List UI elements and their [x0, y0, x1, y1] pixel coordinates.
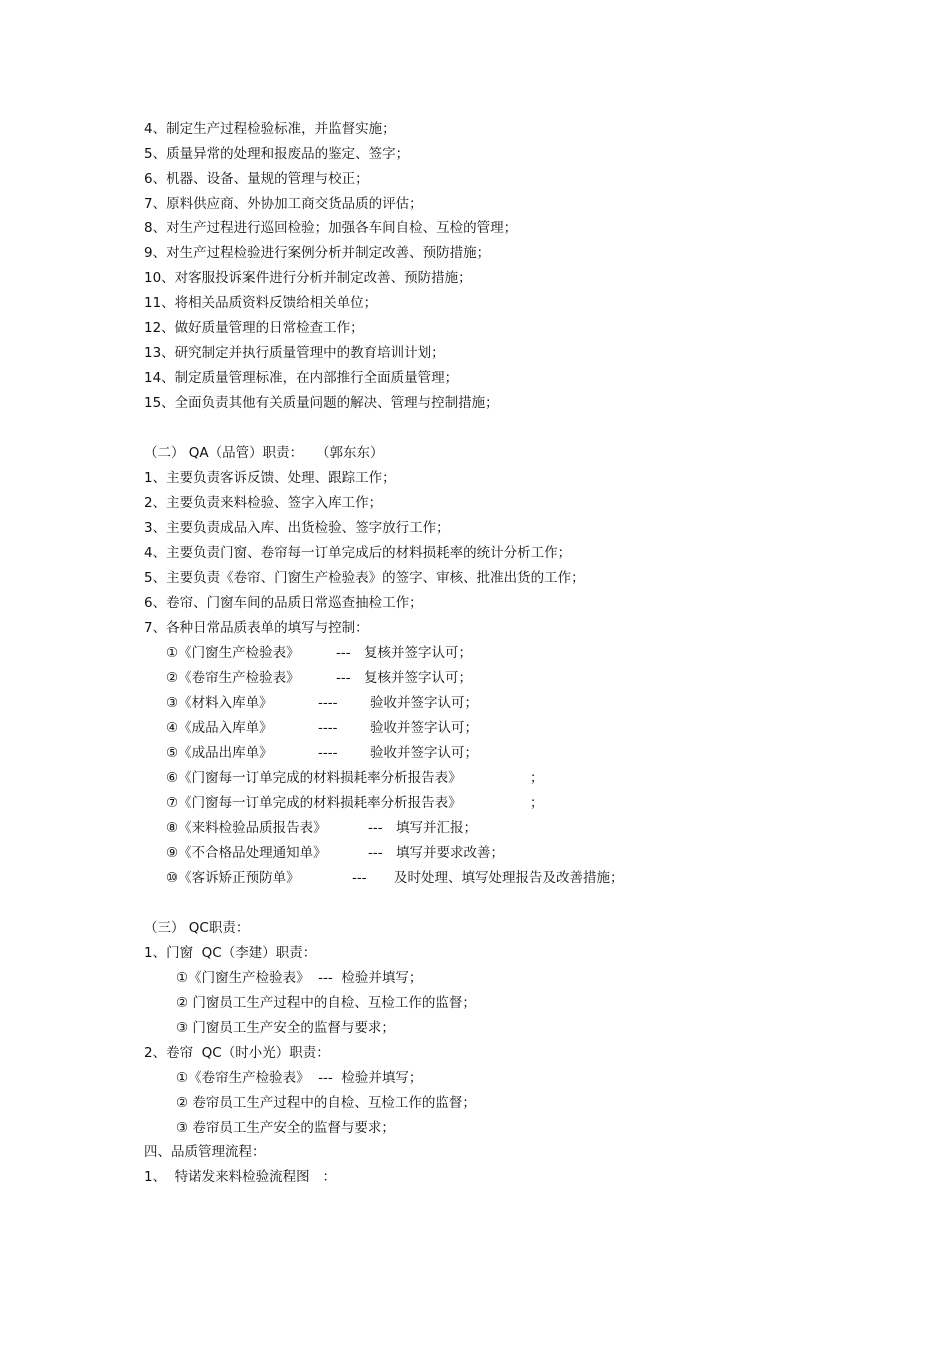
qa-form-row [166, 794, 544, 812]
form-name: ⑨《不合格品处理通知单》 [166, 845, 327, 861]
form-name: ⑦《门窗每一订单完成的材料损耗率分析报告表》 [166, 795, 462, 811]
form-action: 复核并签字认可； [364, 670, 472, 686]
resp-item-8: 8、对生产过程进行巡回检验；加强各车间自检、互检的管理； [144, 220, 518, 236]
form-dash: --- [336, 645, 351, 661]
qa-item: 4、主要负责门窗、卷帘每一订单完成后的材料损耗率的统计分析工作； [144, 545, 572, 561]
form-dash: ---- [318, 720, 338, 736]
qa-item: 7、各种日常品质表单的填写与控制： [144, 620, 369, 636]
form-name: ④《成品入库单》 [166, 720, 273, 736]
qc-shutter-title: 2、卷帘 QC（时小光）职责： [144, 1045, 330, 1061]
form-action: 填写并要求改善； [396, 845, 504, 861]
resp-item-15: 15、全面负责其他有关质量问题的解决、管理与控制措施； [144, 395, 499, 411]
qa-form-row [166, 719, 478, 737]
resp-item-11: 11、将相关品质资料反馈给相关单位； [144, 295, 378, 311]
qa-form-row [166, 669, 472, 687]
form-action: 验收并签字认可； [370, 720, 478, 736]
qa-item: 3、主要负责成品入库、出货检验、签字放行工作； [144, 520, 450, 536]
qc-door-item: ② 门窗员工生产过程中的自检、互检工作的监督； [176, 995, 476, 1011]
form-action: ； [530, 770, 544, 786]
form-dash: ---- [318, 745, 338, 761]
form-action: ； [530, 795, 544, 811]
qc-shutter-item: ② 卷帘员工生产过程中的自检、互检工作的监督； [176, 1095, 476, 1111]
resp-item-13: 13、研究制定并执行质量管理中的教育培训计划； [144, 345, 445, 361]
qa-item: 1、主要负责客诉反馈、处理、跟踪工作； [144, 470, 396, 486]
qa-form-row [166, 769, 544, 787]
form-dash: --- [336, 670, 351, 686]
qc-door-item: ①《门窗生产检验表》 --- 检验并填写； [176, 970, 423, 986]
qa-form-row [166, 694, 478, 712]
qa-item: 6、卷帘、门窗车间的品质日常巡查抽检工作； [144, 595, 423, 611]
resp-item-10: 10、对客服投诉案件进行分析并制定改善、预防措施； [144, 270, 472, 286]
resp-item-7: 7、原料供应商、外协加工商交货品质的评估； [144, 196, 423, 212]
form-name: ①《门窗生产检验表》 [166, 645, 300, 661]
form-name: ②《卷帘生产检验表》 [166, 670, 300, 686]
qa-form-row [166, 819, 477, 837]
resp-item-6: 6、机器、设备、量规的管理与校正； [144, 171, 369, 187]
form-dash: --- [368, 820, 383, 836]
form-action: 验收并签字认可； [370, 695, 478, 711]
form-name: ⑥《门窗每一订单完成的材料损耗率分析报告表》 [166, 770, 462, 786]
form-name: ⑩《客诉矫正预防单》 [166, 870, 300, 886]
qa-form-row [166, 869, 624, 887]
resp-item-4: 4、制定生产过程检验标准，并监督实施； [144, 121, 396, 137]
form-action: 填写并汇报； [396, 820, 477, 836]
qc-door-title: 1、门窗 QC（李建）职责： [144, 945, 317, 961]
qa-form-row [166, 744, 478, 762]
qc-shutter-item: ③ 卷帘员工生产安全的监督与要求； [176, 1120, 395, 1136]
qa-heading: （二） QA（品管）职责： （郭东东） [144, 445, 384, 461]
qa-item: 2、主要负责来料检验、签字入库工作； [144, 495, 383, 511]
form-name: ⑤《成品出库单》 [166, 745, 273, 761]
process-item-1: 1、 特诺发来料检验流程图 ： [144, 1169, 337, 1185]
form-action: 及时处理、填写处理报告及改善措施； [394, 870, 624, 886]
qa-form-row [166, 844, 504, 862]
form-dash: --- [368, 845, 383, 861]
form-action: 验收并签字认可； [370, 745, 478, 761]
form-dash: ---- [318, 695, 338, 711]
process-heading: 四、品质管理流程： [144, 1144, 266, 1160]
form-dash: --- [352, 870, 367, 886]
qc-door-item: ③ 门窗员工生产安全的监督与要求； [176, 1020, 395, 1036]
form-action: 复核并签字认可； [364, 645, 472, 661]
qc-heading: （三） QC职责： [144, 920, 250, 936]
form-name: ⑧《来料检验品质报告表》 [166, 820, 327, 836]
qa-form-row [166, 644, 472, 662]
resp-item-5: 5、质量异常的处理和报废品的鉴定、签字； [144, 146, 410, 162]
qa-item: 5、主要负责《卷帘、门窗生产检验表》的签字、审核、批准出货的工作； [144, 570, 585, 586]
resp-item-9: 9、对生产过程检验进行案例分析并制定改善、预防措施； [144, 245, 491, 261]
qc-shutter-item: ①《卷帘生产检验表》 --- 检验并填写； [176, 1070, 423, 1086]
form-name: ③《材料入库单》 [166, 695, 273, 711]
resp-item-12: 12、做好质量管理的日常检查工作； [144, 320, 364, 336]
resp-item-14: 14、制定质量管理标准，在内部推行全面质量管理； [144, 370, 459, 386]
